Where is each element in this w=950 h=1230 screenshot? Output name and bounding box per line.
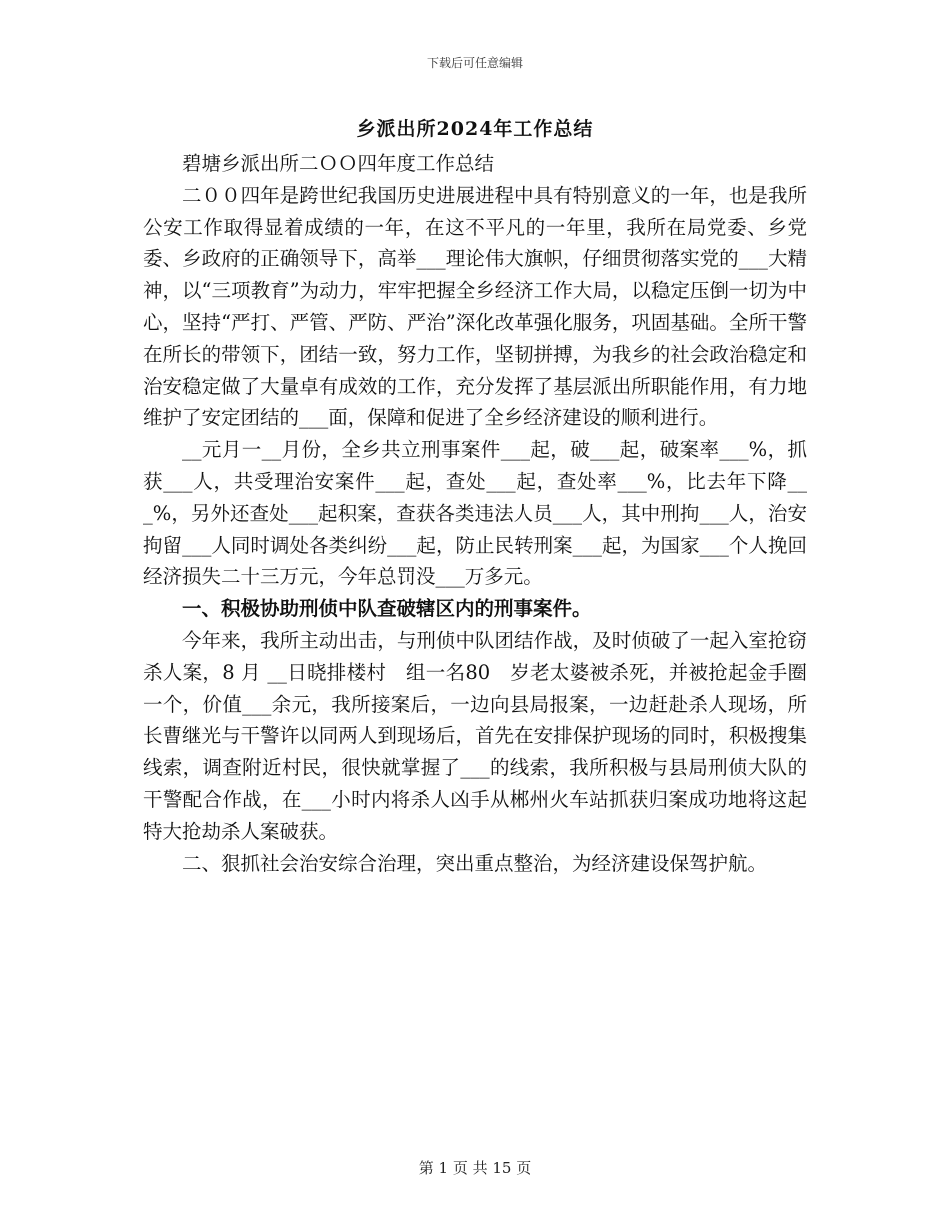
document-title: 乡派出所2024年工作总结 <box>356 118 594 140</box>
section-heading-2: 二、狠抓社会治安综合治理，突出重点整治，为经济建设保驾护航。 <box>182 851 768 875</box>
document-body <box>143 148 807 879</box>
page-footer: 第 1 页 共 15 页 <box>418 1159 532 1177</box>
paragraph-intro: 二００四年是跨世纪我国历史进展进程中具有特别意义的一年，也是我所公安工作取得显着成绩的一年，在这不平凡的一年里，我所在局党委、乡党委、乡政府的正确领导下，高举___理论伟大旗帜，仔细贯彻落实党的___大精神，以“三项教育”为动力，牢牢把握全乡经济工作大局，以稳定压倒一切为中心，坚持“严打、严管、严防、严治”深化改革强化服务，巩固基础。全所干警在所长的带领下，团结一致，努力工作，坚韧拼搏，为我乡的社会政治稳定和治安稳定做了大量卓有成效的工作，充分发挥了基层派出所职能作用，有力地维护了安定团结的___面，保障和促进了全乡经济建设的顺利进行。 <box>143 183 807 430</box>
paragraph-subtitle: 碧塘乡派出所二ＯＯ四年度工作总结 <box>182 152 495 175</box>
paragraph-statistics: __元月一__月份，全乡共立刑事案件___起，破___起，破案率___%，抓获___人，共受理治安案件___起，查处___起，查处率___%，比去年下降___%，另外还查处___起积案，查获各类违法人员___人，其中刑拘___人，治安拘留___人同时调处各类纠纷___起，防止民转刑案___起，为国家___个人挽回经济损失二十三万元，今年总罚没___万多元。 <box>143 438 807 589</box>
page-header-note: 下载后可任意编辑 <box>426 56 523 70</box>
paragraph-case-report: 今年来，我所主动出击，与刑侦中队团结作战，及时侦破了一起入室抢窃杀人案，8 月 __日晓排楼村 组一名80 岁老太婆被杀死，并被抢起金手圈一个，价值___余元，我所接案后，一边向县局报案，一边赶赴杀人现场，所长曹继光与干警许以同两人到现场后，首先在安排保护现场的同时，积极搜集线索，调查附近村民，很快就掌握了___的线索，我所积极与县局刑侦大队的干警配合作战，在___小时内将杀人凶手从郴州火车站抓获归案成功地将这起特大抢劫杀人案破获。 <box>143 628 807 843</box>
section-heading-1: 一、积极协助刑侦中队查破辖区内的刑事案件。 <box>182 597 592 621</box>
